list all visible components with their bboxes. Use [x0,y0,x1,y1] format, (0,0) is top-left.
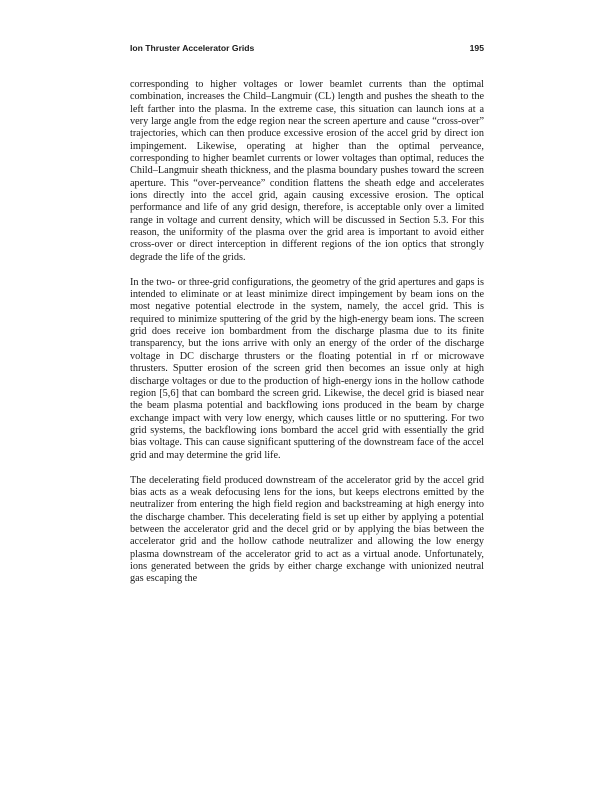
paragraph-2: In the two- or three-grid configurations, the geometry of the grid apertures and gaps is intended to eliminate or at least minimize direct impingement by beam ions on the most negative potential electrode in the system, namely, the accel grid. This is required to minimize sputtering of the grid by the high-energy beam ions. The screen grid does receive ion bombardment from the discharge plasma due to its finite transparency, but the ions arrive with only an energy of the order of the discharge voltage in DC discharge thrusters or the floating potential in rf or microwave thrusters. Sputter erosion of the screen grid then becomes an issue only at high discharge voltages or due to the production of high-energy ions in the hollow cathode region [5,6] that can bombard the screen grid. Likewise, the decel grid is biased near the beam plasma potential and backflowing ions produced in the beam by charge exchange impact with very low energy, which causes little or no sputtering. For two grid systems, the backflowing ions bombard the accel grid with essentially the grid bias voltage. This can cause significant sputtering of the downstream face of the accel grid and may determine the grid life. [130,276,484,461]
running-title: Ion Thruster Accelerator Grids [130,43,255,53]
running-header [130,43,484,57]
paragraph-1: corresponding to higher voltages or lower beamlet currents than the optimal combination, increases the Child–Langmuir (CL) length and pushes the sheath to the left farther into the plasma. In the extreme case, this situation can launch ions at a very large angle from the edge region near the screen aperture and cause “cross-over” trajectories, which can then produce excessive erosion of the accel grid by direct ion impingement. Likewise, operating at higher than the optimal perveance, corresponding to higher beamlet currents or lower voltages than optimal, reduces the Child–Langmuir sheath thickness, and the plasma boundary pushes toward the screen aperture. This “over-perveance” condition flattens the sheath edge and accelerates ions directly into the accel grid, again causing excessive erosion. The optical performance and life of any grid design, therefore, is acceptable only over a limited range in voltage and current density, which will be discussed in Section 5.3. For this reason, the uniformity of the plasma over the grid area is important to avoid either cross-over or direct interception in different regions of the ion optics that strongly degrade the life of the grids. [130,79,484,263]
body-text [130,79,484,598]
paragraph-3: The decelerating field produced downstream of the accelerator grid by the accel grid bias acts as a weak defocusing lens for the ions, but keeps electrons emitted by the neutralizer from entering the high field region and backstreaming at high energy into the discharge chamber. This decelerating field is set up either by applying a potential between the accelerator grid and the decel grid or by applying the bias between the accelerator grid and the hollow cathode neutralizer and allowing the low energy plasma downstream of the accelerator grid to act as a virtual anode. Unfortunately, ions generated between the grids by either charge exchange with unionized neutral gas escaping the [130,474,484,585]
page-number: 195 [469,43,484,53]
